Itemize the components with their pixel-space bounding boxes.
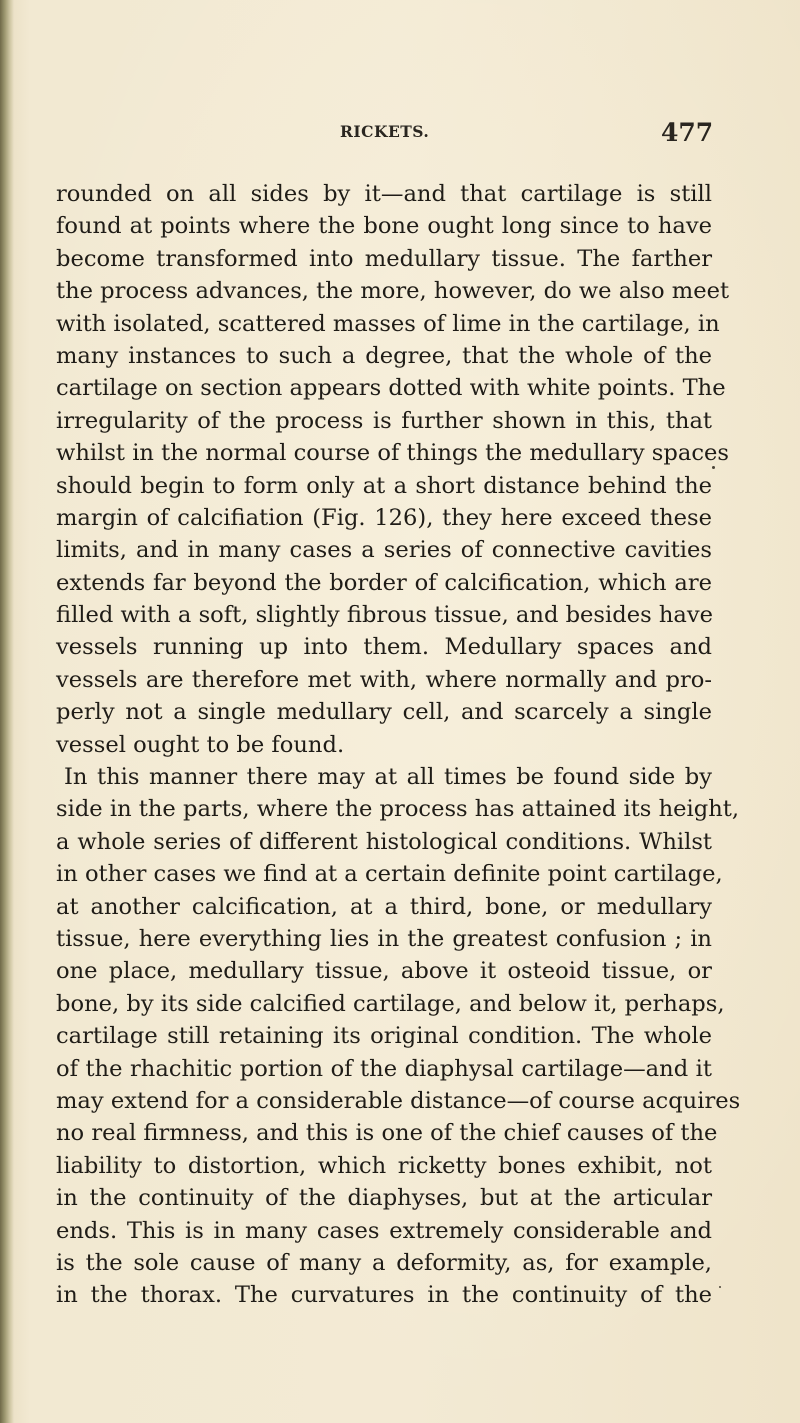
text-line: become transformed into medullary tissue. The farther [56,245,712,272]
text-line: rounded on all sides by it—and that cartilage is still [56,181,712,207]
text-line: a whole series of different histological conditions. Whilst [56,828,712,855]
text-line: In this manner there may at all times be found side by [64,764,712,791]
binding-edge [0,0,14,1423]
text-line: limits, and in many cases a series of connective cavities [56,537,712,564]
text-line: extends far beyond the border of calcification, which are [56,569,712,596]
text-line: no real firmness, and this is one of the chief causes of the [56,1120,718,1147]
body-text [56,178,741,1312]
text-line: whilst in the normal course of things the medullary spaces [56,440,729,467]
text-line: vessels running up into them. Medullary spaces and [56,634,712,661]
text-line: bone, by its side calcified cartilage, and below it, perhaps, [56,990,725,1017]
running-head [0,120,800,160]
ink-speck [712,466,715,469]
text-line: margin of calcifiation (Fig. 126), they here exceed these [56,504,712,531]
text-line: liability to distortion, which ricketty bones exhibit, not [56,1152,712,1179]
text-line: vessel ought to be found. [56,731,345,758]
text-line: in the continuity of the diaphyses, but at the articular [56,1185,712,1212]
text-line: side in the parts, where the process has attained its height, [56,796,740,823]
text-line: with isolated, scattered masses of lime in the cartilage, in [56,310,720,337]
text-line: irregularity of the process is further shown in this, that [56,407,712,434]
text-line: one place, medullary tissue, above it osteoid tissue, or [56,958,712,985]
text-line: vessels are therefore met with, where normally and pro- [56,666,712,693]
text-line: cartilage on section appears dotted with white points. The [56,375,726,402]
running-head-title: RICKETS. [340,122,430,141]
text-line: filled with a soft, slightly fibrous tissue, and besides have [56,602,714,629]
text-line: is the sole cause of many a deformity, as, for example, [56,1249,712,1276]
text-line: ends. This is in many cases extremely considerable and [56,1217,712,1244]
text-line: the process advances, the more, however, do we also meet [56,278,730,305]
text-line: found at points where the bone ought long since to have [56,213,712,240]
ink-speck [719,1286,721,1288]
text-line: cartilage still retaining its original condition. The whole [56,1023,712,1050]
text-line: in other cases we find at a certain definite point cartilage, [56,861,723,888]
text-line: at another calcification, at a third, bone, or medullary [56,893,712,920]
text-line: many instances to such a degree, that the whole of the [56,342,712,369]
page-number: 477 [661,118,714,147]
text-line: should begin to form only at a short distance behind the [56,472,712,499]
text-line: may extend for a considerable distance—of course acquires [56,1087,741,1114]
text-line: perly not a single medullary cell, and scarcely a single [56,699,712,726]
text-line: of the rhachitic portion of the diaphysal cartilage—and it [56,1055,712,1082]
text-line: tissue, here everything lies in the greatest confusion ; in [56,925,712,952]
text-line: in the thorax. The curvatures in the continuity of the [56,1282,712,1309]
